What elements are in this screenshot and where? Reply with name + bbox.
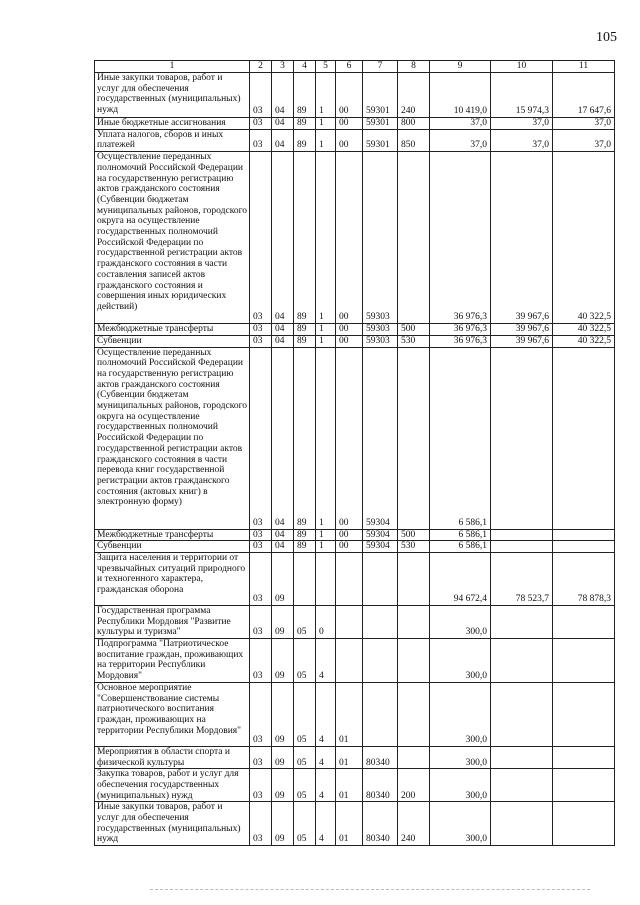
- code-event: [336, 639, 363, 683]
- code-program: 89: [294, 335, 316, 347]
- row-name: Субвенции: [95, 335, 250, 347]
- code-event: 01: [336, 682, 363, 746]
- code-program: 89: [294, 129, 316, 151]
- amount-year1: 94 672,4: [430, 552, 491, 605]
- amount-year1: 36 976,3: [430, 324, 491, 336]
- code-direction: 59301: [363, 129, 398, 151]
- code-section: 03: [250, 347, 272, 529]
- table-row: [95, 129, 615, 151]
- code-section: 03: [250, 682, 272, 746]
- amount-year2: [491, 541, 553, 553]
- code-program: 89: [294, 73, 316, 118]
- row-name: Государственная программа Республики Мордовия "Развитие культуры и туризма": [95, 605, 250, 638]
- column-header: 7: [363, 61, 398, 73]
- code-direction: 59304: [363, 541, 398, 553]
- code-subsection: 04: [272, 347, 294, 529]
- amount-year3: 40 322,5: [553, 324, 615, 336]
- amount-year1: 36 976,3: [430, 152, 491, 324]
- amount-year3: 78 878,3: [553, 552, 615, 605]
- code-expense-type: [398, 682, 430, 746]
- column-header: 1: [95, 61, 250, 73]
- code-expense-type: 500: [398, 324, 430, 336]
- amount-year2: 15 974,3: [491, 73, 553, 118]
- code-event: 00: [336, 335, 363, 347]
- budget-table: [94, 60, 615, 846]
- code-direction: 59304: [363, 347, 398, 529]
- amount-year3: [553, 529, 615, 541]
- code-subsection: 04: [272, 118, 294, 130]
- amount-year3: 40 322,5: [553, 335, 615, 347]
- code-section: 03: [250, 605, 272, 638]
- row-name: Межбюджетные трансферты: [95, 324, 250, 336]
- column-header: 10: [491, 61, 553, 73]
- row-name: Субвенции: [95, 541, 250, 553]
- row-name: Межбюджетные трансферты: [95, 529, 250, 541]
- code-expense-type: 500: [398, 529, 430, 541]
- code-subsection: 04: [272, 541, 294, 553]
- code-subsection: 09: [272, 746, 294, 768]
- code-subprogram: 4: [316, 639, 336, 683]
- row-name: Уплата налогов, сборов и иных платежей: [95, 129, 250, 151]
- code-subprogram: 1: [316, 335, 336, 347]
- amount-year3: [553, 682, 615, 746]
- row-name: Подпрограмма "Патриотическое воспитание граждан, проживающих на территории Республики Мордовия": [95, 639, 250, 683]
- table-row: [95, 639, 615, 683]
- code-expense-type: 530: [398, 335, 430, 347]
- amount-year3: [553, 769, 615, 802]
- amount-year3: [553, 746, 615, 768]
- code-expense-type: [398, 605, 430, 638]
- amount-year3: 37,0: [553, 129, 615, 151]
- amount-year2: 39 967,6: [491, 152, 553, 324]
- code-subprogram: 4: [316, 802, 336, 846]
- amount-year1: 10 419,0: [430, 73, 491, 118]
- code-subprogram: [316, 552, 336, 605]
- amount-year2: [491, 529, 553, 541]
- table-row: [95, 605, 615, 638]
- row-name: Мероприятия в области спорта и физической культуры: [95, 746, 250, 768]
- amount-year2: 37,0: [491, 118, 553, 130]
- code-program: 05: [294, 769, 316, 802]
- code-section: 03: [250, 335, 272, 347]
- code-section: 03: [250, 552, 272, 605]
- table-row: [95, 152, 615, 324]
- row-name: Иные бюджетные ассигнования: [95, 118, 250, 130]
- amount-year1: 37,0: [430, 118, 491, 130]
- code-direction: 80340: [363, 802, 398, 846]
- code-event: 01: [336, 746, 363, 768]
- table-row: [95, 682, 615, 746]
- code-subsection: 04: [272, 529, 294, 541]
- code-direction: [363, 682, 398, 746]
- code-subprogram: 0: [316, 605, 336, 638]
- table-row: [95, 769, 615, 802]
- code-direction: 80340: [363, 746, 398, 768]
- amount-year2: [491, 347, 553, 529]
- amount-year1: 37,0: [430, 129, 491, 151]
- amount-year1: 300,0: [430, 746, 491, 768]
- code-subprogram: 1: [316, 73, 336, 118]
- code-direction: 59304: [363, 529, 398, 541]
- code-subprogram: 1: [316, 541, 336, 553]
- code-direction: 59303: [363, 335, 398, 347]
- amount-year1: 300,0: [430, 682, 491, 746]
- code-program: 89: [294, 541, 316, 553]
- code-program: 89: [294, 152, 316, 324]
- amount-year3: 17 647,6: [553, 73, 615, 118]
- amount-year3: 40 322,5: [553, 152, 615, 324]
- code-subprogram: 1: [316, 129, 336, 151]
- amount-year1: 6 586,1: [430, 347, 491, 529]
- amount-year2: 37,0: [491, 129, 553, 151]
- table-row: [95, 746, 615, 768]
- code-section: 03: [250, 769, 272, 802]
- amount-year1: 6 586,1: [430, 529, 491, 541]
- code-subsection: 04: [272, 73, 294, 118]
- amount-year1: 300,0: [430, 605, 491, 638]
- table-row: [95, 541, 615, 553]
- code-expense-type: [398, 347, 430, 529]
- table-row: [95, 802, 615, 846]
- code-section: 03: [250, 802, 272, 846]
- amount-year2: 39 967,6: [491, 324, 553, 336]
- code-direction: 59303: [363, 152, 398, 324]
- code-expense-type: 200: [398, 769, 430, 802]
- code-event: 00: [336, 324, 363, 336]
- code-subsection: 04: [272, 152, 294, 324]
- code-program: 89: [294, 529, 316, 541]
- code-subsection: 04: [272, 335, 294, 347]
- code-event: 00: [336, 118, 363, 130]
- code-expense-type: 800: [398, 118, 430, 130]
- amount-year1: 300,0: [430, 639, 491, 683]
- table-row: [95, 529, 615, 541]
- amount-year2: 78 523,7: [491, 552, 553, 605]
- code-expense-type: [398, 552, 430, 605]
- bottom-scan-marks: [150, 889, 590, 891]
- code-program: 89: [294, 324, 316, 336]
- code-event: 01: [336, 769, 363, 802]
- column-header: 5: [316, 61, 336, 73]
- table-row: [95, 324, 615, 336]
- amount-year3: [553, 605, 615, 638]
- code-subsection: 09: [272, 605, 294, 638]
- code-subsection: 09: [272, 769, 294, 802]
- code-section: 03: [250, 129, 272, 151]
- code-expense-type: 850: [398, 129, 430, 151]
- code-program: 05: [294, 639, 316, 683]
- code-direction: 59303: [363, 324, 398, 336]
- amount-year2: [491, 605, 553, 638]
- amount-year2: [491, 682, 553, 746]
- row-name: Осуществление переданных полномочий Российской Федерации на государственную регистрацию актов гражданского состояния (Субвенции бюджетам муниципальных районов, городского округа на осуществление государственных полномочий Российской Федерации по государственной регистрации актов гражданского состояния в части составления записей актов гражданского состояния и совершения иных юридических действий): [95, 152, 250, 324]
- code-subsection: 04: [272, 129, 294, 151]
- column-header: 2: [250, 61, 272, 73]
- code-subprogram: 4: [316, 746, 336, 768]
- column-header: 8: [398, 61, 430, 73]
- amount-year2: [491, 639, 553, 683]
- code-event: 01: [336, 802, 363, 846]
- table-row: [95, 552, 615, 605]
- code-subsection: 09: [272, 802, 294, 846]
- row-name: Защита населения и территории от чрезвычайных ситуаций природного и техногенного характера, гражданская оборона: [95, 552, 250, 605]
- amount-year3: [553, 347, 615, 529]
- amount-year1: 300,0: [430, 769, 491, 802]
- column-header: 11: [553, 61, 615, 73]
- row-name: Осуществление переданных полномочий Российской Федерации на государственную регистрацию актов гражданского состояния (Субвенции бюджетам муниципальных районов, городского округа на осуществление государственных полномочий Российской Федерации по государственной регистрации актов гражданского состояния в части перевода книг государственной регистрации актов гражданского состояния (актовых книг) в электронную форму): [95, 347, 250, 529]
- code-direction: 80340: [363, 769, 398, 802]
- code-subprogram: 1: [316, 152, 336, 324]
- code-program: 89: [294, 347, 316, 529]
- code-direction: 59301: [363, 118, 398, 130]
- code-event: 00: [336, 129, 363, 151]
- table-row: [95, 118, 615, 130]
- code-event: 00: [336, 347, 363, 529]
- code-section: 03: [250, 118, 272, 130]
- code-subprogram: 4: [316, 769, 336, 802]
- amount-year2: [491, 746, 553, 768]
- code-section: 03: [250, 541, 272, 553]
- code-section: 03: [250, 639, 272, 683]
- column-header: 4: [294, 61, 316, 73]
- amount-year1: 6 586,1: [430, 541, 491, 553]
- row-name: Закупка товаров, работ и услуг для обеспечения государственных (муниципальных) нужд: [95, 769, 250, 802]
- code-program: [294, 552, 316, 605]
- amount-year2: [491, 769, 553, 802]
- amount-year2: 39 967,6: [491, 335, 553, 347]
- code-event: 00: [336, 73, 363, 118]
- code-program: 05: [294, 682, 316, 746]
- code-program: 05: [294, 802, 316, 846]
- column-header: 6: [336, 61, 363, 73]
- code-subsection: 09: [272, 552, 294, 605]
- code-expense-type: 240: [398, 802, 430, 846]
- row-name: Иные закупки товаров, работ и услуг для обеспечения государственных (муниципальных) нужд: [95, 73, 250, 118]
- code-section: 03: [250, 324, 272, 336]
- amount-year1: 36 976,3: [430, 335, 491, 347]
- code-program: 89: [294, 118, 316, 130]
- code-event: 00: [336, 152, 363, 324]
- code-subprogram: 1: [316, 529, 336, 541]
- code-subsection: 09: [272, 639, 294, 683]
- amount-year3: 37,0: [553, 118, 615, 130]
- code-subprogram: 4: [316, 682, 336, 746]
- table-row: [95, 73, 615, 118]
- code-event: [336, 552, 363, 605]
- header-row: [95, 61, 615, 73]
- amount-year1: 300,0: [430, 802, 491, 846]
- page-number: 105: [596, 30, 617, 45]
- code-expense-type: 530: [398, 541, 430, 553]
- code-direction: [363, 639, 398, 683]
- amount-year3: [553, 639, 615, 683]
- amount-year3: [553, 541, 615, 553]
- code-subprogram: 1: [316, 324, 336, 336]
- code-expense-type: [398, 152, 430, 324]
- code-section: 03: [250, 152, 272, 324]
- code-event: 00: [336, 541, 363, 553]
- code-program: 05: [294, 746, 316, 768]
- code-section: 03: [250, 529, 272, 541]
- column-header: 3: [272, 61, 294, 73]
- code-section: 03: [250, 746, 272, 768]
- amount-year2: [491, 802, 553, 846]
- code-subprogram: 1: [316, 118, 336, 130]
- code-expense-type: [398, 746, 430, 768]
- code-subprogram: 1: [316, 347, 336, 529]
- code-event: 00: [336, 529, 363, 541]
- code-subsection: 04: [272, 324, 294, 336]
- code-direction: [363, 605, 398, 638]
- table-row: [95, 335, 615, 347]
- row-name: Основное мероприятие "Совершенствование системы патриотического воспитания граждан, проживающих на территории Республики Мордовия": [95, 682, 250, 746]
- code-program: 05: [294, 605, 316, 638]
- code-event: [336, 605, 363, 638]
- amount-year3: [553, 802, 615, 846]
- code-expense-type: [398, 639, 430, 683]
- table-row: [95, 347, 615, 529]
- code-expense-type: 240: [398, 73, 430, 118]
- row-name: Иные закупки товаров, работ и услуг для обеспечения государственных (муниципальных) нужд: [95, 802, 250, 846]
- code-direction: 59301: [363, 73, 398, 118]
- code-section: 03: [250, 73, 272, 118]
- code-subsection: 09: [272, 682, 294, 746]
- column-header: 9: [430, 61, 491, 73]
- code-direction: [363, 552, 398, 605]
